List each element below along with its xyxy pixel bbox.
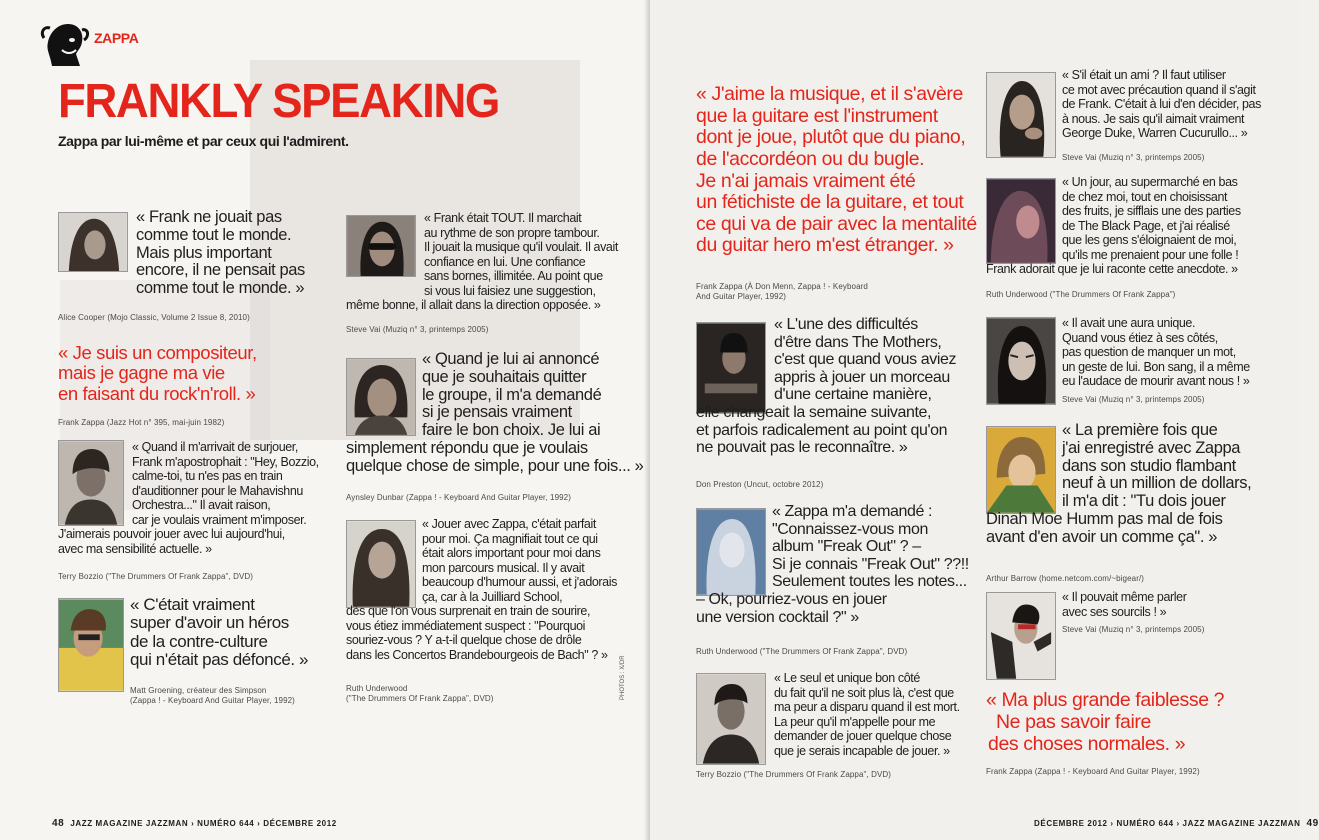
quote-don-preston: « L'une des difficultés d'être dans The Mothers, c'est que quand vous aviez appris à jouer un morceau d'une certaine manière, elle changeait la semaine suivante, et parfois radicalement au point qu'on ne pouvait pas le reconnaître. »: [696, 316, 957, 457]
credit-zappa-don-menn: Frank Zappa (À Don Menn, Zappa ! - Keyboard And Guitar Player, 1992): [696, 282, 868, 301]
quote-steve-vai-2: « S'il était un ami ? Il faut utiliser ce mot avec précaution quand il s'agit de Frank. C'était à lui d'en décider, pas à nous. Je sais qu'il aimait vraiment George Duke, Warren Cucurullo... »: [1062, 68, 1261, 140]
quote-arthur-barrow: « La première fois que j'ai enregistré avec Zappa dans son studio flambant neuf à un million de dollars, il m'a dit : "Tu dois jouer Dinah Moe Humm pas mal de fois avant d'en avoir un comme ça". »: [986, 421, 1252, 546]
footer-left-text: JAZZ MAGAZINE JAZZMAN › NUMÉRO 644 › DÉCEMBRE 2012: [70, 819, 337, 828]
credit-ruth-underwood-3: Ruth Underwood ("The Drummers Of Frank Zappa"): [986, 290, 1176, 299]
credit-ruth-underwood-2: Ruth Underwood ("The Drummers Of Frank Zappa", DVD): [696, 647, 908, 656]
quote-terry-bozzio-1: « Quand il m'arrivait de surjouer, Frank m'apostrophait : "Hey, Bozzio, calme-toi, tu n'es pas en train d'auditionner pour le Mahavishnu Orchestra..." Il avait raison, car je voulais vraiment m'imposer. J'aimerais pouvoir jouer avec lui aujourd'hui, avec ma sensibilité actuelle. »: [58, 440, 319, 556]
credit-zappa-keyboard: Frank Zappa (Zappa ! - Keyboard And Guitar Player, 1992): [986, 767, 1200, 776]
page-title: FRANKLY SPEAKING: [58, 75, 499, 128]
right-page: [650, 0, 1319, 840]
credit-aynsley-dunbar: Aynsley Dunbar (Zappa ! - Keyboard And Guitar Player, 1992): [346, 493, 571, 502]
portrait-alice-cooper: [58, 212, 128, 272]
quote-steve-vai-3: « Il avait une aura unique. Quand vous étiez à ses côtés, pas question de manquer un mot, un geste de lui. Bon sang, il a même eu l'audace de mourir avant nous ! »: [1062, 316, 1250, 388]
quote-alice-cooper: « Frank ne jouait pas comme tout le monde. Mais plus important encore, il ne pensait pas comme tout le monde. »: [136, 208, 305, 298]
quote-ruth-underwood-2: « Zappa m'a demandé : "Connaissez-vous mon album "Freak Out" ? – Si je connais "Freak Out" ??!! Seulement toutes les notes... – Ok, pourriez-vous en jouer une version cocktail ?" »: [696, 503, 969, 626]
left-page: [0, 0, 650, 840]
quote-zappa-compositeur: « Je suis un compositeur, mais je gagne ma vie en faisant du rock'n'roll. »: [58, 342, 257, 404]
quote-ruth-underwood-1: « Jouer avec Zappa, c'était parfait pour moi. Ça magnifiait tout ce qui était alors important pour moi dans mon parcours musical. Il y avait beaucoup d'humour aussi, et j'adorais ça, car à la Juilliard School, dès que l'on vous surprenait en train de sourire, vous étiez immédiatement suspect : "Pourquoi souriez-vous ? Y a-t-il quelque chose de drôle dans les Concertos Brandebourgeois de Bach" ? »: [346, 517, 617, 662]
credit-terry-bozzio-1: Terry Bozzio ("The Drummers Of Frank Zappa", DVD): [58, 572, 254, 581]
portrait-matt-groening: [58, 598, 124, 692]
credit-steve-vai-1: Steve Vai (Muziq n° 3, printemps 2005): [346, 325, 489, 334]
credit-zappa-jazzhot: Frank Zappa (Jazz Hot n° 395, mai-juin 1982): [58, 418, 225, 427]
credit-matt-groening: Matt Groening, créateur des Simpson (Zappa ! - Keyboard And Guitar Player, 1992): [130, 686, 295, 705]
section-label: ZAPPA: [94, 30, 139, 46]
footer-right-text: DÉCEMBRE 2012 › NUMÉRO 644 › JAZZ MAGAZINE JAZZMAN: [1034, 819, 1301, 828]
credit-terry-bozzio-2: Terry Bozzio ("The Drummers Of Frank Zappa", DVD): [696, 770, 892, 779]
credit-ruth-underwood-1: Ruth Underwood ("The Drummers Of Frank Zappa", DVD): [346, 684, 494, 703]
page-number-right: 49: [1306, 818, 1319, 829]
quote-aynsley-dunbar: « Quand je lui ai annoncé que je souhaitais quitter le groupe, il m'a demandé si je pensais vraiment faire le bon choix. Je lui ai simplement répondu que je voulais quelque chose de simple, pour une fois... »: [346, 350, 644, 475]
footer-left: [52, 818, 337, 829]
quote-terry-bozzio-2: « Le seul et unique bon côté du fait qu'il ne soit plus là, c'est que ma peur a disparu quand il est mort. La peur qu'il m'appelle pour me demander de jouer quelque chose que je serais incapable de jouer. »: [774, 671, 960, 758]
credit-steve-vai-3: Steve Vai (Muziq n° 3, printemps 2005): [1062, 395, 1205, 404]
credit-alice-cooper: Alice Cooper (Mojo Classic, Volume 2 Issue 8, 2010): [58, 313, 250, 322]
credit-arthur-barrow: Arthur Barrow (home.netcom.com/~bigear/): [986, 574, 1145, 583]
portrait-steve-vai-2: [986, 72, 1056, 158]
quote-steve-vai-1: « Frank était TOUT. Il marchait au rythme de son propre tambour. Il jouait la musique qu'il voulait. Il avait confiance en lui. Une confiance sans bornes, illimitée. Au point que si vous lui faisiez une suggestion, même bonne, il allait dans la direction opposée. »: [346, 211, 618, 312]
page-subtitle: Zappa par lui-même et par ceux qui l'admirent.: [58, 133, 349, 149]
portrait-steve-vai-3: [986, 317, 1056, 405]
quote-zappa-faiblesse: « Ma plus grande faiblesse ? Ne pas savoir faire des choses normales. »: [986, 689, 1225, 755]
quote-matt-groening: « C'était vraiment super d'avoir un héros de la contre-culture qui n'était pas défoncé. »: [130, 595, 309, 670]
credit-don-preston: Don Preston (Uncut, octobre 2012): [696, 480, 824, 489]
footer-right: [1034, 818, 1319, 829]
credit-steve-vai-2: Steve Vai (Muziq n° 3, printemps 2005): [1062, 153, 1205, 162]
zappa-silhouette-icon: [38, 20, 90, 68]
credit-steve-vai-4: Steve Vai (Muziq n° 3, printemps 2005): [1062, 625, 1205, 634]
page-number-left: 48: [52, 818, 65, 829]
portrait-steve-vai-4: [986, 592, 1056, 680]
portrait-terry-bozzio-2: [696, 673, 766, 765]
quote-zappa-guitare: « J'aime la musique, et il s'avère que la guitare est l'instrument dont je joue, plutôt que du piano, de l'accordéon ou du bugle. Je n'ai jamais vraiment été un fétichiste de la guitare, et tout ce qui va de pair avec la mentalité du guitar hero m'est étranger. »: [696, 83, 977, 257]
photos-credit: PHOTOS : X/DR: [620, 655, 626, 700]
quote-steve-vai-4: « Il pouvait même parler avec ses sourcils ! »: [1062, 590, 1187, 619]
quote-ruth-underwood-3: « Un jour, au supermarché en bas de chez moi, tout en choisissant des fruits, je sifflais une des parties de The Black Page, et j'ai réalisé que les gens s'éloignaient de moi, qu'ils me prenaient pour une folle ! Frank adorait que je lui raconte cette anecdote. »: [986, 175, 1241, 276]
